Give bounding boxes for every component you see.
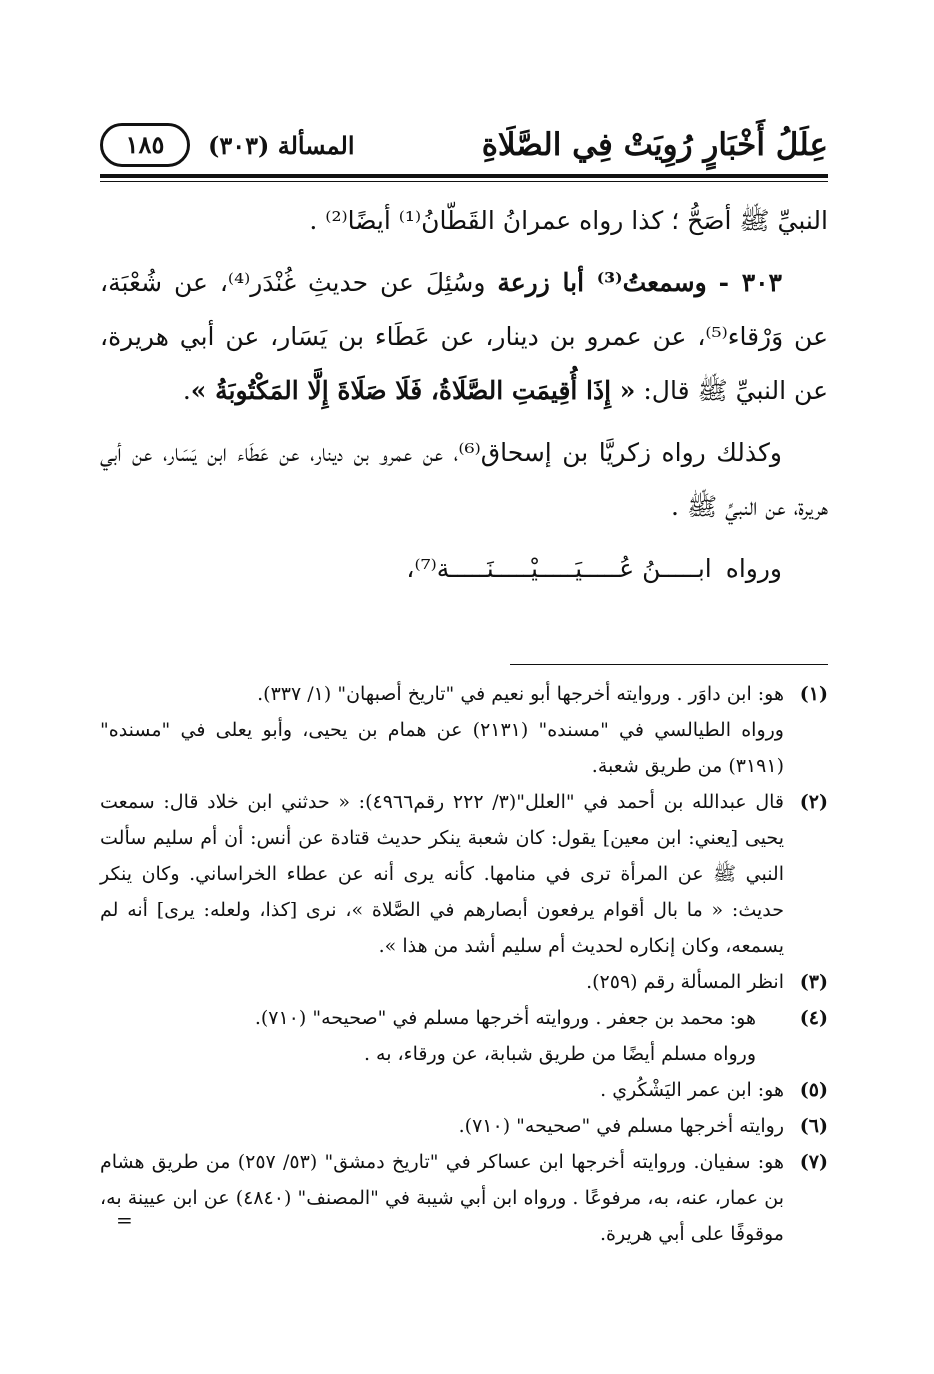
footnote-line: هو: سفيان. وروايته أخرجها ابن عساكر في "تاريخ دمشق" (٥٣/ ٢٥٧) من طريق هشام بن عمار، عنه، به، مرفوعًا . ورواه ابن أبي شيبة في "المصنف" (٤٨٤٠) عن ابن عيينة به، موقوفًا على أبي هريرة. (100, 1151, 784, 1245)
footnote-line: هو: ابن داوَر . وروايته أخرجها أبو نعيم في "تاريخ أصبهان" (١/ ٣٣٧). (257, 683, 784, 705)
footnote-line: قال عبدالله بن أحمد في "العلل"(٣/ ٢٢٢ رقم٤٩٦٦): « حدثني ابن خلاد قال: سمعت يحيى [يعني: ابن معين] يقول: كان شعبة ينكر حديث قتادة عن أنس: أن أم سليم سألت النبي ﷺ عن المرأة ترى في منامها. كأنه يرى أنه عن عطاء الخراساني. وكان ينكر حديث: « ما بال أقوام يرفعون أبصارهم في الصَّلاة »، نرى [كذا، ولعله: يرى] أنه لم يسمعه، وكان إنكاره لحديث أم سليم أشد من هذا ». (100, 791, 784, 957)
narration-verb: ورواه (725, 554, 782, 583)
footnote-line: ورواه مسلم أيضًا من طريق شبابة، عن ورقاء، به . (363, 1043, 756, 1065)
footnote-line: روايته أخرجها مسلم في "صحيحه" (٧١٠). (458, 1115, 784, 1137)
footnote-2 (100, 784, 828, 964)
footnote-6 (100, 1108, 828, 1144)
main-paragraph-zakariyya: وكذلك رواه زكريَّا بن إسحاق⁽⁶⁾، عن عمرو بن دينار، عن عَطَاء ابن يَسَار، عن أبي هريرة، عن النبيِّ ﷺ . (100, 438, 828, 521)
footnote-7 (100, 1144, 828, 1252)
header-rule-thick (100, 174, 828, 178)
footnotes (100, 676, 828, 1252)
header-meta (100, 123, 355, 167)
footnote-number: (٥) (799, 1079, 828, 1101)
footnote-3 (100, 964, 828, 1000)
footnote-5 (100, 1072, 828, 1108)
hadith-text: « إِذَا أُقِيمَتِ الصَّلَاةُ، فَلَا صَلَاةَ إِلَّا المَكْتُوبَةُ » (190, 376, 636, 405)
page-number-badge: ١٨٥ (100, 123, 190, 167)
footnote-number: (٧) (799, 1151, 828, 1173)
footnote-line: ورواه الطيالسي في "مسنده" (٢١٣١) عن همام بن يحيى، وأبو يعلى في "مسنده" (٣١٩١) من طريق شعبة. (100, 719, 784, 777)
page-header (100, 118, 828, 172)
narrator-name-stretched: ابـــــنُ عُـــــيَـــــيْـــــنَـــــة⁽⁷⁾، (406, 554, 712, 583)
main-paragraph-uyayna (100, 542, 828, 596)
book-title: عِلَلُ أَخْبَارٍ رُوِيَتْ فِي الصَّلَاةِ (481, 127, 828, 163)
footnote-line: انظر المسألة رقم (٢٥٩). (586, 971, 784, 993)
footnote-1 (100, 676, 828, 784)
main-line-1: النبيِّ ﷺ أصَحُّ ؛ كذا رواه عمرانُ القَطّانُ⁽¹⁾ أيضًا⁽²⁾ . (309, 206, 828, 235)
footnote-4 (100, 1000, 828, 1072)
footnote-line: هو: محمد بن جعفر . وروايته أخرجها مسلم في "صحيحه" (٧١٠). (254, 1007, 756, 1029)
header-rule-thin (100, 181, 828, 182)
issue-number: ٣٠٣ - (718, 268, 782, 297)
footnote-number: (٢) (799, 791, 828, 813)
main-paragraph-303 (100, 256, 828, 418)
narration-chain: وسُئِلَ عن حديثِ غُنْدَر⁽⁴⁾، عن شُعْبَة، عن وَرْقاء⁽⁵⁾، عن عمرو بن دينار، عن عَطَاء بن يَسَار، عن أبي هريرة، عن النبيِّ ﷺ قال: (100, 268, 828, 405)
issue-label: المسألة (٣٠٣) (208, 130, 355, 160)
narration-intro: وسمعتُ⁽³⁾ أبا زرعة (497, 268, 707, 297)
footnote-separator (510, 664, 828, 665)
continuation-mark: = (116, 1208, 133, 1232)
footnote-number: (٦) (799, 1115, 828, 1137)
footnote-number: (١) (799, 683, 828, 705)
footnote-line: هو: ابن عمر اليَشْكُري . (600, 1079, 784, 1101)
footnote-number: (٤) (799, 1007, 828, 1029)
main-text (100, 194, 828, 596)
paragraph-end: . (182, 376, 191, 405)
footnote-number: (٣) (799, 971, 828, 993)
